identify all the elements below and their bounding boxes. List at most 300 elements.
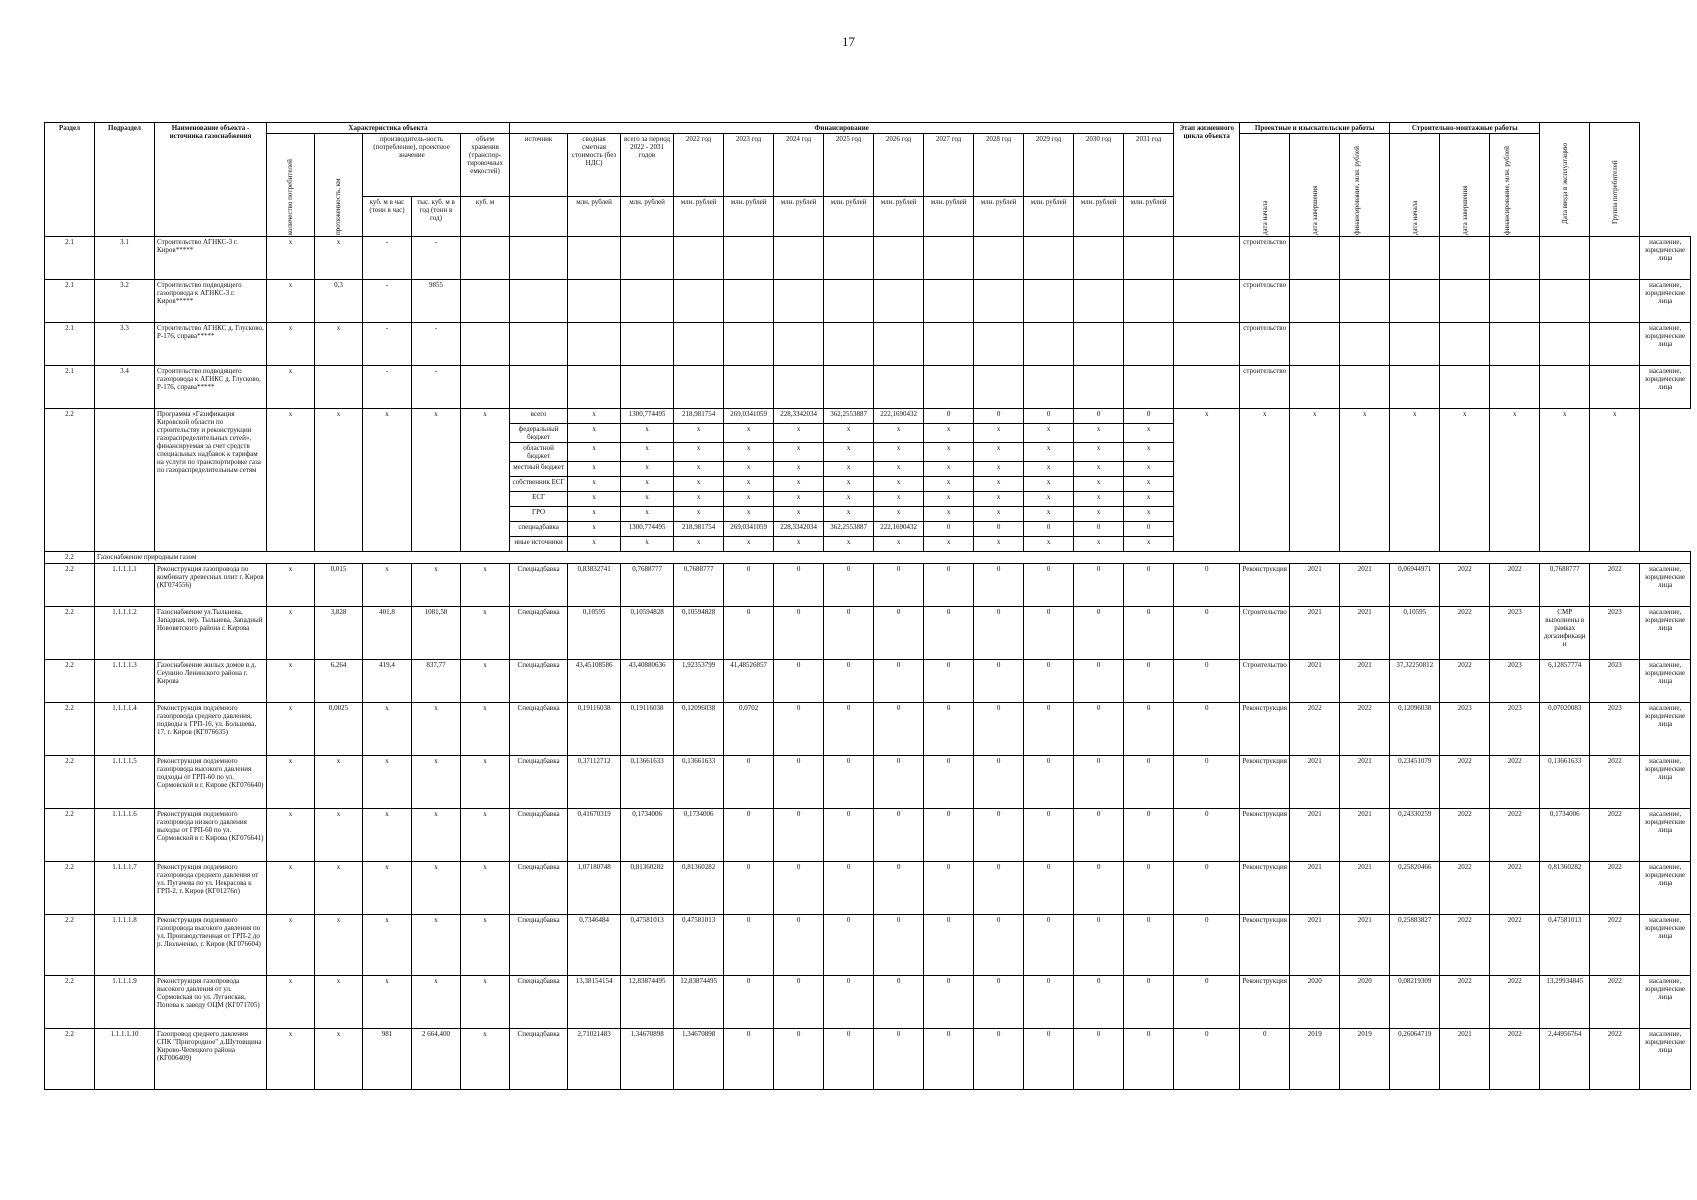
table-cell: федеральный бюджет [510, 424, 568, 443]
table-cell: Спецнадбавка [510, 660, 568, 703]
table-cell: 0 [1124, 976, 1174, 1029]
table-cell: Спецнадбавка [510, 809, 568, 862]
table-cell: 6,12857774 [1540, 660, 1590, 703]
table-cell: х [461, 862, 510, 915]
table-cell: х [1024, 477, 1074, 492]
table-cell: 41,48526857 [724, 660, 774, 703]
table-cell: 2022 [1590, 915, 1640, 976]
table-cell: х [1590, 409, 1640, 552]
table-cell: х [267, 366, 315, 409]
table-cell: Реконструкция [1240, 756, 1290, 809]
table-cell: 2021 [1290, 862, 1340, 915]
table-cell: 228,3342034 [774, 409, 824, 424]
table-cell: 0,1734006 [621, 809, 674, 862]
table-cell: х [874, 537, 924, 552]
table-cell: 1,92353799 [674, 660, 724, 703]
table-cell: 0 [1074, 703, 1124, 756]
table-cell [774, 280, 824, 323]
table-cell: 1081,58 [412, 607, 461, 660]
table-cell: 0 [974, 1029, 1024, 1090]
table-cell: 222,1690432 [874, 409, 924, 424]
table-cell: 218,981754 [674, 409, 724, 424]
table-cell: 0 [1124, 756, 1174, 809]
table-cell: х [1074, 443, 1124, 462]
table-cell [774, 366, 824, 409]
table-cell: 0,47581013 [621, 915, 674, 976]
table-cell: 0 [1024, 409, 1074, 424]
table-cell: Реконструкция [1240, 809, 1290, 862]
table-cell: 2022 [1490, 862, 1540, 915]
table-cell [1390, 366, 1440, 409]
table-cell: областной бюджет [510, 443, 568, 462]
table-cell: Спецнадбавка [510, 607, 568, 660]
hdr-year: 2025 год [824, 134, 874, 197]
table-cell: х [824, 507, 874, 522]
table-cell: насаление, юридические лица [1640, 915, 1691, 976]
table-cell [1440, 366, 1490, 409]
table-cell: х [774, 424, 824, 443]
table-cell [510, 366, 568, 409]
table-cell [1174, 323, 1240, 366]
table-cell: 0 [1074, 1029, 1124, 1090]
table-cell: х [267, 409, 315, 552]
table-cell: 2022 [1440, 862, 1490, 915]
table-cell: х [315, 862, 363, 915]
hdr-characteristics: Характеристика объекта [267, 123, 510, 134]
table-cell: 0 [924, 660, 974, 703]
hdr-stage: Этап жизненного цикла объекта [1174, 123, 1240, 237]
table-cell: х [412, 703, 461, 756]
table-cell: 0 [1024, 607, 1074, 660]
table-cell: 0 [1240, 1029, 1290, 1090]
table-cell: 3.3 [95, 323, 155, 366]
table-cell: - [363, 366, 412, 409]
table-cell: 419,4 [363, 660, 412, 703]
table-cell: х [568, 477, 621, 492]
table-cell: 0 [824, 976, 874, 1029]
table-cell: 2.2 [45, 976, 95, 1029]
table-cell: 0 [824, 703, 874, 756]
table-cell: ЕСГ [510, 492, 568, 507]
table-cell: 0,10595 [1390, 607, 1440, 660]
table-cell: х [267, 237, 315, 280]
hdr-unit-mln: млн. рублей [874, 197, 924, 237]
table-cell: 0,7688777 [1540, 564, 1590, 607]
table-row [45, 607, 1691, 660]
table-cell: Газоснабжение жилых домов в д. Сеунино Ленинского района г. Кирова [155, 660, 267, 703]
table-cell [1590, 280, 1640, 323]
table-cell: х [674, 492, 724, 507]
table-cell: 0,25883827 [1390, 915, 1440, 976]
table-cell: 0,7688777 [674, 564, 724, 607]
table-cell: х [1024, 462, 1074, 477]
table-cell: 0 [974, 809, 1024, 862]
table-cell: х [621, 424, 674, 443]
table-cell: 0 [1074, 976, 1124, 1029]
table-cell: 0 [974, 915, 1024, 976]
table-cell: строительство [1240, 237, 1290, 280]
table-cell: х [1124, 462, 1174, 477]
hdr-construction: Строительно-монтажные работы [1390, 123, 1540, 134]
table-cell: 2.2 [45, 862, 95, 915]
table-cell: Программа «Газификация Кировской области по строительству и реконструкции газораспределительных сетей», финансируемая за счет средств специальных надбавок к тарифам на услуги по транспортировке газа по газораспределительным сетям [155, 409, 267, 552]
table-cell [568, 237, 621, 280]
table-cell [1024, 366, 1074, 409]
hdr-length: протяженность, км [315, 134, 363, 237]
table-cell: 2.2 [45, 1029, 95, 1090]
table-cell: 0 [1124, 409, 1174, 424]
table-cell [461, 323, 510, 366]
table-cell: Строительство подводящего газопровода к АГНКС д. Глусково, Р-176, справа***** [155, 366, 267, 409]
table-cell: 362,2553887 [824, 409, 874, 424]
table-cell: Строительство [1240, 660, 1290, 703]
table-cell: 0 [1074, 756, 1124, 809]
table-cell: х [363, 976, 412, 1029]
table-cell: 0 [824, 915, 874, 976]
table-cell: 1,07180748 [568, 862, 621, 915]
table-cell: 362,2553887 [824, 522, 874, 537]
table-cell [1540, 237, 1590, 280]
table-cell [621, 323, 674, 366]
table-cell: х [412, 809, 461, 862]
table-cell: Строительство [1240, 607, 1290, 660]
table-cell: 0 [974, 703, 1024, 756]
table-cell: 2022 [1490, 809, 1540, 862]
table-cell: 0 [824, 756, 874, 809]
table-cell: 0 [1074, 409, 1124, 424]
table-cell: 2022 [1490, 564, 1540, 607]
table-cell: х [315, 976, 363, 1029]
hdr-year: 2027 год [924, 134, 974, 197]
table-cell [1074, 237, 1124, 280]
table-cell: х [674, 424, 724, 443]
table-cell: 0 [824, 1029, 874, 1090]
table-cell [1024, 280, 1074, 323]
table-row [45, 564, 1691, 607]
table-cell [1124, 280, 1174, 323]
table-cell [1024, 237, 1074, 280]
table-cell: 0 [1074, 564, 1124, 607]
table-cell: 0 [1074, 607, 1124, 660]
table-cell: 0,83832741 [568, 564, 621, 607]
table-cell: насаление, юридические лица [1640, 703, 1691, 756]
table-cell: насаление, юридические лица [1640, 809, 1691, 862]
hdr-year: 2022 год [674, 134, 724, 197]
table-cell [1174, 366, 1240, 409]
table-cell: местный бюджет [510, 462, 568, 477]
table-cell: 0 [874, 976, 924, 1029]
table-cell: 0 [1074, 862, 1124, 915]
table-cell: х [412, 756, 461, 809]
table-cell: х [568, 507, 621, 522]
table-cell: 1.1.1.1.9 [95, 976, 155, 1029]
table-cell: х [874, 462, 924, 477]
table-cell [510, 323, 568, 366]
table-header [45, 123, 1691, 237]
table-cell: 2022 [1440, 607, 1490, 660]
table-cell: 2022 [1440, 809, 1490, 862]
table-cell: 0 [874, 809, 924, 862]
hdr-estimate: сводная сметная стоимость (без НДС) [568, 134, 621, 197]
table-cell: х [674, 477, 724, 492]
table-cell: х [621, 507, 674, 522]
table-cell: х [1124, 424, 1174, 443]
table-cell: 0 [874, 915, 924, 976]
hdr-year: 2024 год [774, 134, 824, 197]
table-cell: 0 [1124, 809, 1174, 862]
hdr-year: 2023 год [724, 134, 774, 197]
hdr-name: Наименование объекта - источника газоснабжения [155, 123, 267, 237]
table-cell: ГРО [510, 507, 568, 522]
table-cell: 37,32250812 [1390, 660, 1440, 703]
hdr-total: всего за период 2022 - 2031 годов [621, 134, 674, 197]
table-cell [1540, 323, 1590, 366]
table-cell: строительство [1240, 280, 1290, 323]
table-cell: х [412, 976, 461, 1029]
table-cell: х [824, 492, 874, 507]
table-cell: насаление, юридические лица [1640, 756, 1691, 809]
table-cell: 2022 [1490, 976, 1540, 1029]
table-cell: 1.1.1.1.4 [95, 703, 155, 756]
table-cell: х [674, 462, 724, 477]
table-cell: собственник ЕСГ [510, 477, 568, 492]
table-cell: 1.1.1.1.3 [95, 660, 155, 703]
table-cell: х [412, 915, 461, 976]
table-cell: х [974, 443, 1024, 462]
table-body [45, 237, 1691, 1090]
table-cell: 0 [874, 607, 924, 660]
table-cell: насаление, юридические лица [1640, 660, 1691, 703]
table-row [45, 237, 1691, 280]
table-cell [1490, 323, 1540, 366]
table-cell: 0 [1124, 607, 1174, 660]
table-cell: Реконструкция [1240, 915, 1290, 976]
table-cell: х [1490, 409, 1540, 552]
table-cell: 2021 [1290, 660, 1340, 703]
table-cell: 0 [924, 915, 974, 976]
table-cell: 0,0025 [315, 703, 363, 756]
hdr-unit-mln: млн. рублей [774, 197, 824, 237]
hdr-unit-year: тыс. куб. м в год (тонн в год) [412, 197, 461, 237]
table-cell: 0,26064719 [1390, 1029, 1440, 1090]
table-cell: х [461, 1029, 510, 1090]
table-cell: 2022 [1490, 915, 1540, 976]
table-cell: 0 [1174, 809, 1240, 862]
table-cell: х [1074, 492, 1124, 507]
table-cell: 0,10594828 [674, 607, 724, 660]
table-cell: х [874, 443, 924, 462]
table-cell [974, 237, 1024, 280]
table-cell: 269,0341059 [724, 409, 774, 424]
table-cell: 0 [774, 756, 824, 809]
table-cell: 0 [874, 703, 924, 756]
table-cell: 0,23451079 [1390, 756, 1440, 809]
table-cell [1290, 323, 1340, 366]
table-cell: х [267, 1029, 315, 1090]
table-cell: 0 [1024, 915, 1074, 976]
table-cell: х [315, 809, 363, 862]
table-cell: 0 [724, 809, 774, 862]
hdr-design-end: дата завершения [1290, 134, 1340, 237]
table-cell: 2021 [1290, 809, 1340, 862]
table-cell [924, 323, 974, 366]
table-cell: - [412, 323, 461, 366]
table-cell: Реконструкция [1240, 976, 1290, 1029]
table-cell: 1.1.1.1.1 [95, 564, 155, 607]
table-cell: 2023 [1490, 703, 1540, 756]
table-cell: 0 [824, 809, 874, 862]
table-cell: 2022 [1590, 862, 1640, 915]
table-cell [1440, 323, 1490, 366]
table-cell: 1,34670898 [674, 1029, 724, 1090]
table-cell: 0 [774, 1029, 824, 1090]
table-cell: х [774, 443, 824, 462]
table-cell: 2022 [1590, 756, 1640, 809]
table-cell: х [363, 809, 412, 862]
table-row [45, 915, 1691, 976]
table-cell: х [412, 409, 461, 552]
hdr-unit-mln: млн. рублей [974, 197, 1024, 237]
table-cell: 0 [1074, 915, 1124, 976]
table-cell: Реконструкция подземного газопровода среднего давления от ул. Пугачева по ул. Некрасова к ГРП-2, г. Киров (КГ01276п) [155, 862, 267, 915]
table-cell: - [412, 237, 461, 280]
table-cell: 0 [774, 607, 824, 660]
table-cell: х [724, 507, 774, 522]
table-cell: 2.2 [45, 756, 95, 809]
table-cell: 0,10595 [568, 607, 621, 660]
table-cell: х [568, 424, 621, 443]
table-cell: - [363, 237, 412, 280]
table-cell: Спецнадбавка [510, 564, 568, 607]
table-cell: 0 [1074, 660, 1124, 703]
table-cell: 0 [924, 522, 974, 537]
table-cell: х [824, 424, 874, 443]
hdr-unit-mln: млн. рублей [568, 197, 621, 237]
table-cell: 0 [1174, 660, 1240, 703]
hdr-unit-mln: млн. рублей [724, 197, 774, 237]
table-cell: х [1540, 409, 1590, 552]
table-cell [1124, 366, 1174, 409]
table-cell: 2021 [1290, 756, 1340, 809]
table-cell: 2.1 [45, 237, 95, 280]
table-cell: х [621, 462, 674, 477]
table-row [45, 552, 1691, 564]
table-cell: 2020 [1340, 976, 1390, 1029]
table-cell: х [568, 409, 621, 424]
table-cell: 0,19116038 [568, 703, 621, 756]
table-cell [724, 280, 774, 323]
table-cell [315, 366, 363, 409]
table-cell: х [874, 492, 924, 507]
table-row [45, 660, 1691, 703]
table-cell: 0 [924, 409, 974, 424]
table-cell: 0 [824, 564, 874, 607]
table-cell: х [774, 462, 824, 477]
hdr-unit-hour: куб. м в час (тонн в час) [363, 197, 412, 237]
table-cell: х [267, 756, 315, 809]
table-cell: 2019 [1290, 1029, 1340, 1090]
table-cell [461, 366, 510, 409]
table-cell: х [621, 477, 674, 492]
table-cell: 3.4 [95, 366, 155, 409]
table-cell: х [974, 492, 1024, 507]
table-cell: 0,13661633 [674, 756, 724, 809]
table-cell [1074, 323, 1124, 366]
table-cell: х [461, 915, 510, 976]
table-cell [1174, 237, 1240, 280]
table-cell [621, 366, 674, 409]
table-cell: 13,29934845 [1540, 976, 1590, 1029]
table-cell: 2022 [1290, 703, 1340, 756]
table-cell: х [924, 477, 974, 492]
table-cell [1290, 280, 1340, 323]
table-cell: х [267, 976, 315, 1029]
table-cell [974, 280, 1024, 323]
table-cell: х [1124, 492, 1174, 507]
table-cell: х [724, 443, 774, 462]
table-cell [568, 323, 621, 366]
table-cell: Строительство АГНКС д. Глусково, Р-176, справа***** [155, 323, 267, 366]
table-row [45, 976, 1691, 1029]
table-cell: 0 [1124, 1029, 1174, 1090]
table-cell: 0 [1124, 564, 1174, 607]
table-cell: 2021 [1290, 915, 1340, 976]
table-cell: 2022 [1340, 703, 1390, 756]
table-cell [874, 280, 924, 323]
table-cell: 1.1.1.1.2 [95, 607, 155, 660]
table-cell: х [974, 462, 1024, 477]
hdr-razdel: Раздел [45, 123, 95, 237]
table-cell: 1.1.1.1.7 [95, 862, 155, 915]
table-cell: х [315, 915, 363, 976]
table-cell: 0 [974, 564, 1024, 607]
table-cell [1124, 323, 1174, 366]
table-cell [1290, 237, 1340, 280]
table-cell: 0 [774, 915, 824, 976]
table-cell: Реконструкция подземного газопровода высокого давления подходы от ГРП-60 по ул. Сормовской в г. Кирове (КГ076640) [155, 756, 267, 809]
table-cell [461, 280, 510, 323]
table-cell: 2022 [1440, 660, 1490, 703]
table-cell: 0,25820466 [1390, 862, 1440, 915]
table-cell: 1.1.1.1.5 [95, 756, 155, 809]
table-cell [924, 280, 974, 323]
table-cell: 2023 [1490, 607, 1540, 660]
table-cell: 1.1.1.1.10 [95, 1029, 155, 1090]
table-cell: 0 [1174, 915, 1240, 976]
hdr-design: Проектные и изыскательские работы [1240, 123, 1390, 134]
table-cell [1490, 237, 1540, 280]
table-cell: 401,8 [363, 607, 412, 660]
table-cell: 0 [924, 1029, 974, 1090]
hdr-consumers-count: количество потребителей [267, 134, 315, 237]
table-cell: 222,1690432 [874, 522, 924, 537]
hdr-year: 2029 год [1024, 134, 1074, 197]
table-cell [774, 237, 824, 280]
table-cell: иные источники [510, 537, 568, 552]
table-row [45, 366, 1691, 409]
table-cell: х [874, 507, 924, 522]
table-cell: х [267, 862, 315, 915]
table-cell: х [1024, 424, 1074, 443]
table-cell: Реконструкция газопровода высокого давления от ул. Сормовская по ул. Луганская, Попова к заводу ОЦМ (КГ071705) [155, 976, 267, 1029]
hdr-unit-mln: млн. рублей [824, 197, 874, 237]
table-cell: 2023 [1590, 703, 1640, 756]
table-cell: 2.1 [45, 366, 95, 409]
table-cell: х [774, 537, 824, 552]
table-cell: 12,83874495 [621, 976, 674, 1029]
table-cell: 1.1.1.1.8 [95, 915, 155, 976]
table-cell: х [1340, 409, 1390, 552]
